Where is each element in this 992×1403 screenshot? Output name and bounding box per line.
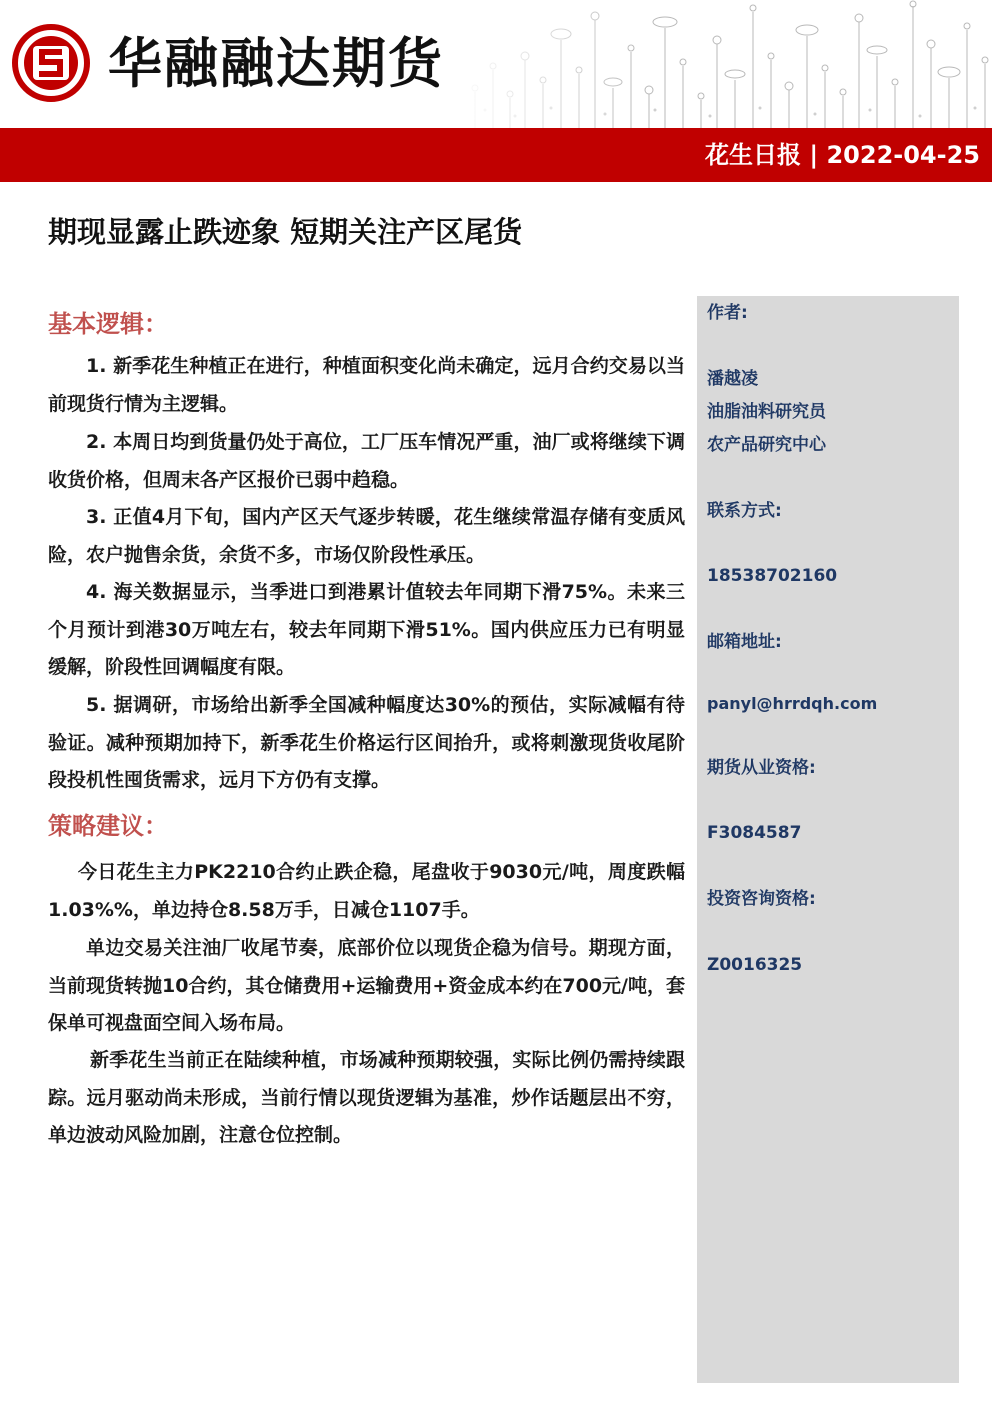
company-logo <box>12 18 442 108</box>
logic-paragraph: 4. 海关数据显示，当季进口到港累计值较去年同期下滑75%。未来三个月预计到港30万吨左右，较去年同期下滑51%。国内供应压力已有明显缓解，阶段性回调幅度有限。 <box>48 581 685 678</box>
contact-phone: 18538702160 <box>707 566 838 586</box>
logic-paragraph: 5. 据调研，市场给出新季全国减种幅度达30%的预估，实际减幅有待验证。减种预期加持下，新季花生价格运行区间抬升，或将刺激现货收尾阶段投机性囤货需求，远月下方仍有支撑。 <box>48 694 685 791</box>
logic-paragraph: 3. 正值4月下旬，国内产区天气逐步转暖，花生继续常温存储有变质风险，农户抛售余货，余货不多，市场仅阶段性承压。 <box>48 506 685 566</box>
strategy-paragraph: 今日花生主力PK2210合约止跌企稳，尾盘收于9030元/吨，周度跌幅1.03%%，单边持仓8.58万手，日减仓1107手。 <box>48 861 685 921</box>
report-headline: 期现显露止跌迹象 短期关注产区尾货 <box>48 215 523 249</box>
logic-paragraph: 2. 本周日均到货量仍处于高位，工厂压车情况严重，油厂或将继续下调收货价格，但周末各产区报价已弱中趋稳。 <box>48 431 685 491</box>
advisory-qualification-label: 投资咨询资格: <box>707 889 816 909</box>
author-sidebar <box>697 296 959 1383</box>
header-decoration <box>455 0 992 128</box>
futures-qualification-label: 期货从业资格: <box>707 758 816 778</box>
section-title-strategy: 策略建议： <box>48 812 168 840</box>
author-title: 油脂油料研究员 <box>707 402 826 422</box>
advisory-qualification-id: Z0016325 <box>707 955 803 975</box>
brand-name: 华融融达期货 <box>108 31 444 95</box>
section-title-logic: 基本逻辑： <box>48 310 168 338</box>
company-logo-icon <box>12 24 90 102</box>
email-label: 邮箱地址: <box>707 632 782 652</box>
logic-paragraph: 1. 新季花生种植正在进行，种植面积变化尚未确定，远月合约交易以当前现货行情为主逻辑。 <box>48 355 685 415</box>
email-address: panyl@hrrdqh.com <box>707 694 878 713</box>
author-name: 潘越凌 <box>707 369 758 389</box>
futures-qualification-id: F3084587 <box>707 823 802 843</box>
report-type-date: 花生日报 | 2022-04-25 <box>705 141 980 169</box>
contact-label: 联系方式: <box>707 501 782 521</box>
strategy-paragraph: 单边交易关注油厂收尾节奏，底部价位以现货企稳为信号。期现方面，当前现货转抛10合约，其仓储费用+运输费用+资金成本约在700元/吨，套保单可视盘面空间入场布局。 <box>48 937 685 1034</box>
author-department: 农产品研究中心 <box>707 435 826 455</box>
strategy-paragraph: 新季花生当前正在陆续种植，市场减种预期较强，实际比例仍需持续跟踪。远月驱动尚未形成，当前行情以现货逻辑为基准，炒作话题层出不穷，单边波动风险加剧，注意仓位控制。 <box>48 1049 685 1146</box>
author-label: 作者: <box>707 303 748 323</box>
report-header <box>0 0 992 182</box>
